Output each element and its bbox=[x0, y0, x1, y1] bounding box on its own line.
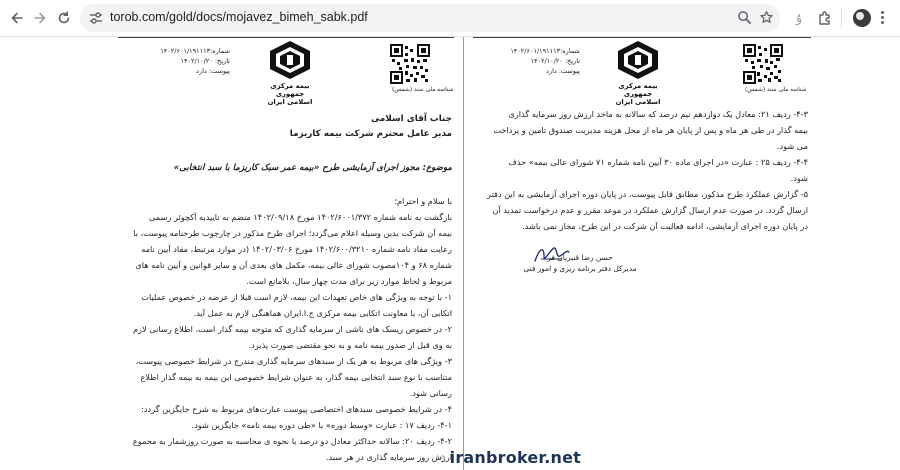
body-line: ۵- گزارش عملکرد طرح مذکور، مطابق فایل پیوست، در پایان دوره اجرای آزمایشی به این دفتر bbox=[487, 189, 808, 199]
qr-code bbox=[743, 44, 783, 84]
body-line: رسانی شود. bbox=[409, 388, 452, 398]
letter-date: تاریخ: ۱۴۰۲/۱۰/۲۰ bbox=[530, 57, 580, 65]
letter-subject: موضوع: مجوز اجرای آزمایشی طرح «بیمه عمر سبک کاریزما با سبد انتخابی» bbox=[173, 163, 452, 173]
signer-name: حسن رضا قنبریان فر bbox=[547, 253, 613, 262]
body-line: می شود. bbox=[776, 141, 808, 151]
letter-meta bbox=[150, 46, 230, 76]
page-top-rule bbox=[473, 37, 811, 38]
body-line: ۲- در خصوص ریسک های ناشی از سرمایه گذاری که متوجه بیمه گذار است، اطلاع رسانی لازم bbox=[132, 324, 452, 334]
body-line: اتکایی آن، با معاونت اتکایی بیمه مرکزی ج.ا.ایران هماهنگی لازم به عمل آید. bbox=[193, 308, 452, 318]
central-insurance-logo bbox=[266, 40, 314, 106]
qr-code bbox=[390, 44, 430, 84]
body-line: بازگشت به نامه شماره ۱۴۰۲/۶۰۰۱/۳۷۲ مورخ ۱۴۰۲/۰۹/۱۸ منضم به تاییدیه آکچوئر رسمی bbox=[148, 212, 452, 222]
security-id-label: شناسه ملی سند (شمس) bbox=[745, 87, 807, 93]
translate-icon[interactable]: ۇ bbox=[795, 10, 803, 26]
body-line: به وی قبل از صدور بیمه نامه و به نحو مقتضی صورت پذیرد. bbox=[248, 340, 452, 350]
letter-meta bbox=[500, 46, 580, 76]
body-line: ۱- با توجه به ویژگی های خاص تعهدات این بیمه، لازم است قبلا از عرضه در خصوص عملیات bbox=[141, 292, 452, 302]
logo-emblem-icon bbox=[616, 40, 660, 80]
letter-attachment: پیوست: دارد bbox=[196, 67, 230, 75]
security-id-label: شناسه ملی سند (شمس) bbox=[392, 87, 454, 93]
logo-emblem-icon bbox=[268, 40, 312, 80]
menu-dots-icon[interactable] bbox=[876, 10, 888, 26]
pdf-viewer bbox=[0, 37, 900, 470]
zoom-icon[interactable] bbox=[736, 10, 752, 26]
site-info-icon[interactable] bbox=[88, 10, 104, 26]
body-line: ۴-۴- ردیف ۲۵ : عبارت «در اجرای ماده ۳۰ آیین نامه شماره ۷۱ شورای عالی بیمه» حذف bbox=[508, 157, 808, 167]
letter-number: شماره:۱۴۰۲/۶۰۱/۱۹۱۱۱۳ bbox=[160, 47, 230, 55]
body-line: در پایان دوره اجرای آزمایشی، ادامه فعالیت آن شرکت در این طرح، مجاز نمی باشد. bbox=[522, 221, 808, 231]
letter-number: شماره:۱۴۰۲/۶۰۱/۱۹۱۱۱۳ bbox=[510, 47, 580, 55]
back-arrow-icon[interactable] bbox=[6, 7, 28, 29]
body-line: ۳- ویژگی های مربوط به هر یک از سبدهای سرمایه گذاری مندرج در شرایط خصوصی پیوست، bbox=[135, 356, 452, 366]
body-line: ۴-۱- ردیف ۱۷ : عبارت «وسط دوره» با «طی دوره بیمه نامه» جایگزین شود. bbox=[191, 420, 452, 430]
watermark bbox=[441, 444, 581, 470]
body-line: شود. bbox=[790, 173, 808, 183]
recipient-title: مدیر عامل محترم شرکت بیمه کاریزما bbox=[289, 129, 452, 139]
body-line: متناسب با نوع سبد انتخابی بیمه گذار، به عنوان شرایط خصوصی این بیمه به بیمه گذار اطلاع bbox=[140, 372, 452, 382]
page-top-rule bbox=[118, 37, 454, 38]
logo-text-line1: بیمه مرکزی bbox=[618, 82, 658, 90]
signature-block bbox=[520, 252, 640, 274]
bookmark-star-icon[interactable] bbox=[758, 10, 774, 26]
body-line: ارسال گردد. در صورت عدم ارسال گزارش عملکرد در موعد مقرر و عدم درخواست تمدید آن bbox=[492, 205, 808, 215]
central-insurance-logo bbox=[614, 40, 662, 106]
url-text[interactable]: torob.com/gold/docs/mojavez_bimeh_sabk.pdf bbox=[110, 10, 368, 24]
browser-toolbar bbox=[0, 0, 900, 37]
watermark-text: iranbroker.net bbox=[449, 447, 581, 467]
letter-date: تاریخ: ۱۴۰۲/۱۰/۲۰ bbox=[180, 57, 230, 65]
body-line: ارزش روز سرمایه گذاری در هر سبد. bbox=[325, 452, 452, 462]
profile-avatar[interactable] bbox=[853, 9, 871, 27]
body-line: رعایت مفاد نامه شماره ۱۴۰۲/۶۰۰/۳۲۱۰ مورخ ۱۴۰۲/۰۳/۰۶ (در موارد مرتبط، مفاد آیین نامه bbox=[141, 244, 452, 254]
body-line: ۴-۲- ردیف ۲۰: سالانه حداکثر معادل دو درصد با نحوه ی محاسبه به صورت روزشمار به مجموع bbox=[132, 436, 452, 446]
forward-arrow-icon[interactable] bbox=[29, 7, 51, 29]
body-text-left bbox=[120, 209, 452, 465]
logo-text-line2: جمهوری اسلامی ایران bbox=[615, 90, 661, 106]
body-line: بیمه آن شرکت بدین وسیله اعلام می‌گردد؛ اجرای طرح مذکور در چارچوب طرحنامه پیوست، با bbox=[133, 228, 452, 238]
body-line: مربوط و لحاظ موارد زیر برای مدت چهار سال، بلامانع است. bbox=[246, 276, 452, 286]
letter-attachment: پیوست: دارد bbox=[546, 67, 580, 75]
logo-text-line2: جمهوری اسلامی ایران bbox=[267, 90, 313, 106]
extensions-puzzle-icon[interactable] bbox=[814, 7, 836, 29]
reload-icon[interactable] bbox=[53, 7, 75, 29]
body-line: ۴- در شرایط خصوصی سبدهای اختصاصی پیوست عبارت‌های مربوط به شرح جایگزین گردد: bbox=[141, 404, 452, 414]
signer-title: مدیرکل دفتر برنامه ریزی و امور فنی bbox=[523, 264, 637, 273]
recipient-name: جناب آقای اسلامی bbox=[370, 114, 452, 124]
page-divider bbox=[463, 37, 464, 470]
toolbar-divider bbox=[841, 9, 842, 27]
body-line: بیمه گذار در طی هر ماه و پس از پایان هر ماه از محل هزینه مدیریت صندوق تامین و پرداخت bbox=[493, 125, 808, 135]
logo-text-line1: بیمه مرکزی bbox=[270, 82, 310, 90]
greeting: با سلام و احترام؛ bbox=[394, 196, 452, 206]
body-text-right bbox=[478, 106, 808, 234]
body-line: ۴-۳- ردیف ۲۱: معادل یک دوازدهم نیم درصد که سالانه به ماخذ ارزش روز سرمایه گذاری bbox=[508, 109, 808, 119]
address-bar[interactable] bbox=[80, 4, 780, 32]
body-line: شماره ۶۸ و ۱۰۴مصوب شورای عالی بیمه، مکمل های بعدی آن و سایر قوانین و آیین نامه های bbox=[135, 260, 452, 270]
trend-chart-icon bbox=[441, 447, 445, 467]
